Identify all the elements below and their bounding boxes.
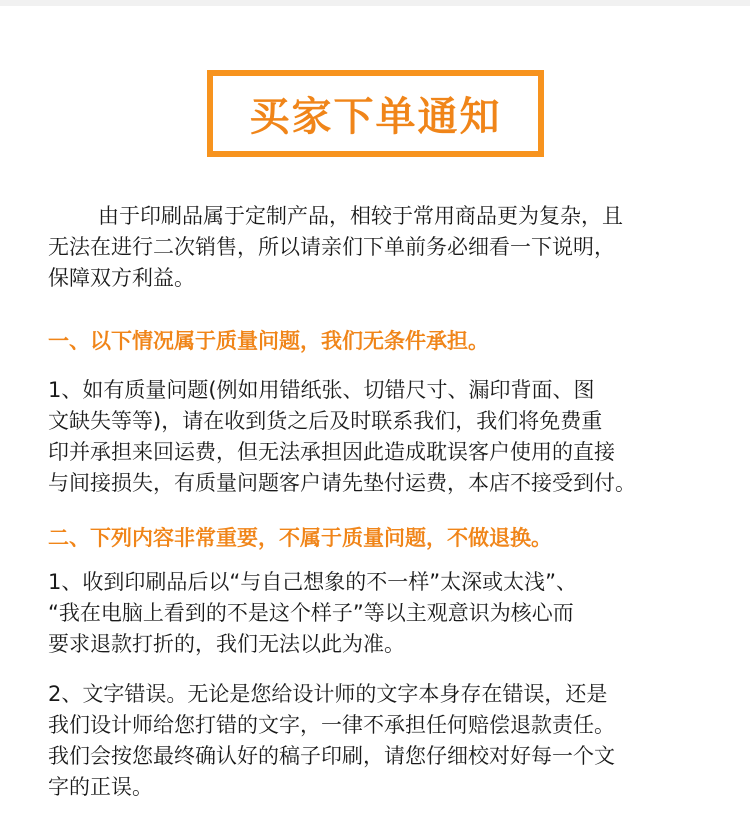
page-title: 买家下单通知 xyxy=(249,94,502,140)
paragraph-line: 字的正误。 xyxy=(48,775,153,799)
paragraph-line: 我们设计师给您打错的文字，一律不承担任何赔偿退款责任。 xyxy=(48,713,615,737)
paragraph-line: “我在电脑上看到的不是这个样子”等以主观意识为核心而 xyxy=(48,601,574,625)
paragraph-line: 1、如有质量问题(例如用错纸张、切错尺寸、漏印背面、图 xyxy=(48,378,595,402)
paragraph-line: 印并承担来回运费，但无法承担因此造成耽误客户使用的直接 xyxy=(48,440,615,464)
paragraph-line: 与间接损失，有质量问题客户请先垫付运费，本店不接受到付。 xyxy=(48,471,636,495)
intro-line: 由于印刷品属于定制产品，相较于常用商品更为复杂，且 xyxy=(98,204,623,228)
paragraph-line: 文缺失等等)，请在收到货之后及时联系我们，我们将免费重 xyxy=(48,409,603,433)
section2-heading: 二、下列内容非常重要，不属于质量问题，不做退换。 xyxy=(48,526,552,550)
intro-line: 无法在进行二次销售，所以请亲们下单前务必细看一下说明， xyxy=(48,235,615,259)
paragraph-line: 1、收到印刷品后以“与自己想象的不一样”太深或太浅”、 xyxy=(48,570,577,594)
section1-heading: 一、以下情况属于质量问题，我们无条件承担。 xyxy=(48,329,489,353)
top-strip xyxy=(0,0,750,6)
intro-line: 保障双方利益。 xyxy=(48,266,195,290)
paragraph-line: 我们会按您最终确认好的稿子印刷，请您仔细校对好每一个文 xyxy=(48,744,615,768)
section2-paragraph-2 xyxy=(48,679,718,803)
title-box xyxy=(207,70,544,157)
intro-paragraph xyxy=(48,201,718,294)
section2-paragraph-1 xyxy=(48,567,718,660)
section1-paragraph xyxy=(48,375,718,499)
paragraph-line: 2、文字错误。无论是您给设计师的文字本身存在错误，还是 xyxy=(48,682,608,706)
paragraph-line: 要求退款打折的，我们无法以此为准。 xyxy=(48,632,405,656)
